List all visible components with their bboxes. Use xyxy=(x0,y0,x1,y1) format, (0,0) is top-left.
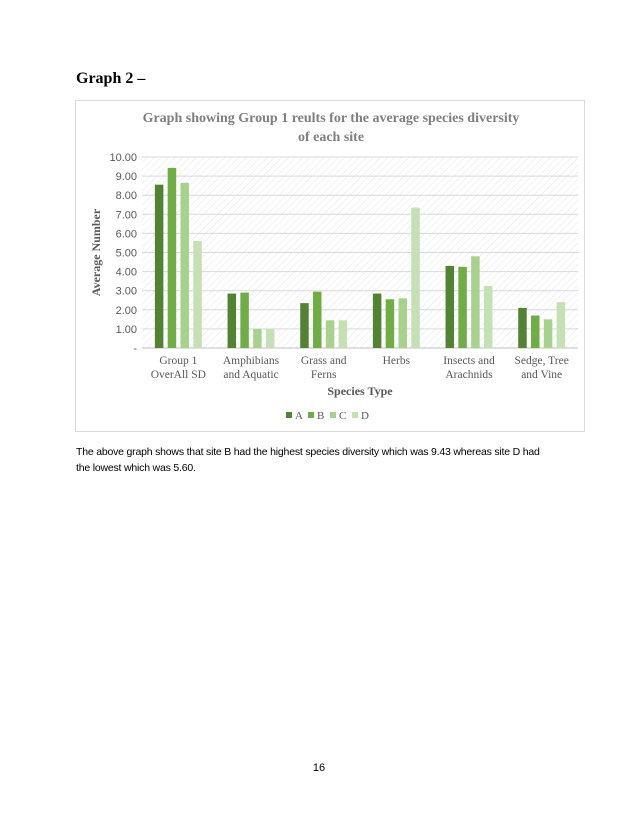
section-heading: Graph 2 – xyxy=(76,70,146,87)
legend-label-a: A xyxy=(295,410,303,422)
x-tick-label: and Aquatic xyxy=(223,369,279,381)
caption-line-1: The above graph shows that site B had the highest species diversity which was 9.43 whereas site D had xyxy=(76,446,540,458)
x-tick-label: Amphibians xyxy=(222,355,280,367)
y-tick-label: 10.00 xyxy=(109,152,137,164)
chart-title-line-2: of each site xyxy=(297,130,365,145)
bar-b xyxy=(168,168,177,348)
bar-b xyxy=(313,292,322,348)
bar-d xyxy=(266,329,275,348)
y-tick-label: 5.00 xyxy=(115,247,137,260)
y-axis-label: Average Number xyxy=(89,208,103,297)
bar-a xyxy=(518,308,527,348)
x-tick-label: Arachnids xyxy=(445,369,493,381)
legend-swatch-c xyxy=(330,412,336,418)
y-tick-label: 6.00 xyxy=(115,228,137,241)
bar-c xyxy=(544,319,553,348)
x-tick-label: Insects and xyxy=(443,355,495,367)
y-tick-label: 7.00 xyxy=(115,209,137,222)
bar-c xyxy=(471,256,480,348)
caption-line-2: the lowest which was 5.60. xyxy=(76,462,196,474)
bar-a xyxy=(228,294,237,348)
y-tick-label: 9.00 xyxy=(115,171,137,184)
bar-b xyxy=(458,267,467,348)
x-tick-label: Sedge, Tree xyxy=(514,355,569,367)
x-tick-label: and Vine xyxy=(521,369,563,381)
bar-a xyxy=(155,185,164,348)
legend-label-b: B xyxy=(317,410,325,422)
bar-d xyxy=(411,208,420,348)
x-tick-label: OverAll SD xyxy=(150,369,206,381)
chart-frame xyxy=(75,100,585,432)
bar-a xyxy=(300,303,309,348)
bar-a xyxy=(373,294,382,348)
bar-c xyxy=(180,183,189,348)
y-tick-label: 3.00 xyxy=(115,285,137,298)
bar-b xyxy=(240,293,249,348)
x-tick-label: Herbs xyxy=(382,355,411,367)
x-tick-label: Grass and xyxy=(300,355,347,367)
legend-swatch-a xyxy=(286,412,292,418)
legend-label-d: D xyxy=(361,410,369,422)
y-tick-label: 2.00 xyxy=(115,304,137,317)
bar-d xyxy=(339,320,348,348)
bar-d xyxy=(193,241,202,348)
y-tick-label: 4.00 xyxy=(115,266,137,279)
legend-swatch-b xyxy=(308,412,314,418)
x-tick-label: Group 1 xyxy=(159,355,198,367)
x-tick-label: Ferns xyxy=(310,369,337,381)
legend-swatch-d xyxy=(352,412,358,418)
bar-c xyxy=(253,329,262,348)
bar-b xyxy=(531,316,540,348)
bar-chart xyxy=(76,101,586,433)
legend-label-c: C xyxy=(339,410,347,422)
x-axis-label: Species Type xyxy=(327,384,393,398)
y-tick-label: - xyxy=(133,343,137,355)
bar-d xyxy=(484,286,493,348)
bar-c xyxy=(326,320,335,348)
bar-b xyxy=(386,299,395,348)
bar-c xyxy=(398,298,407,348)
chart-title-line-1: Graph showing Group 1 reults for the average species diversity xyxy=(142,111,520,126)
page-number: 16 xyxy=(312,762,326,774)
caption xyxy=(76,444,576,476)
y-tick-label: 8.00 xyxy=(115,190,137,203)
y-tick-label: 1.00 xyxy=(115,323,137,336)
bar-d xyxy=(557,302,566,348)
bar-a xyxy=(446,266,455,348)
